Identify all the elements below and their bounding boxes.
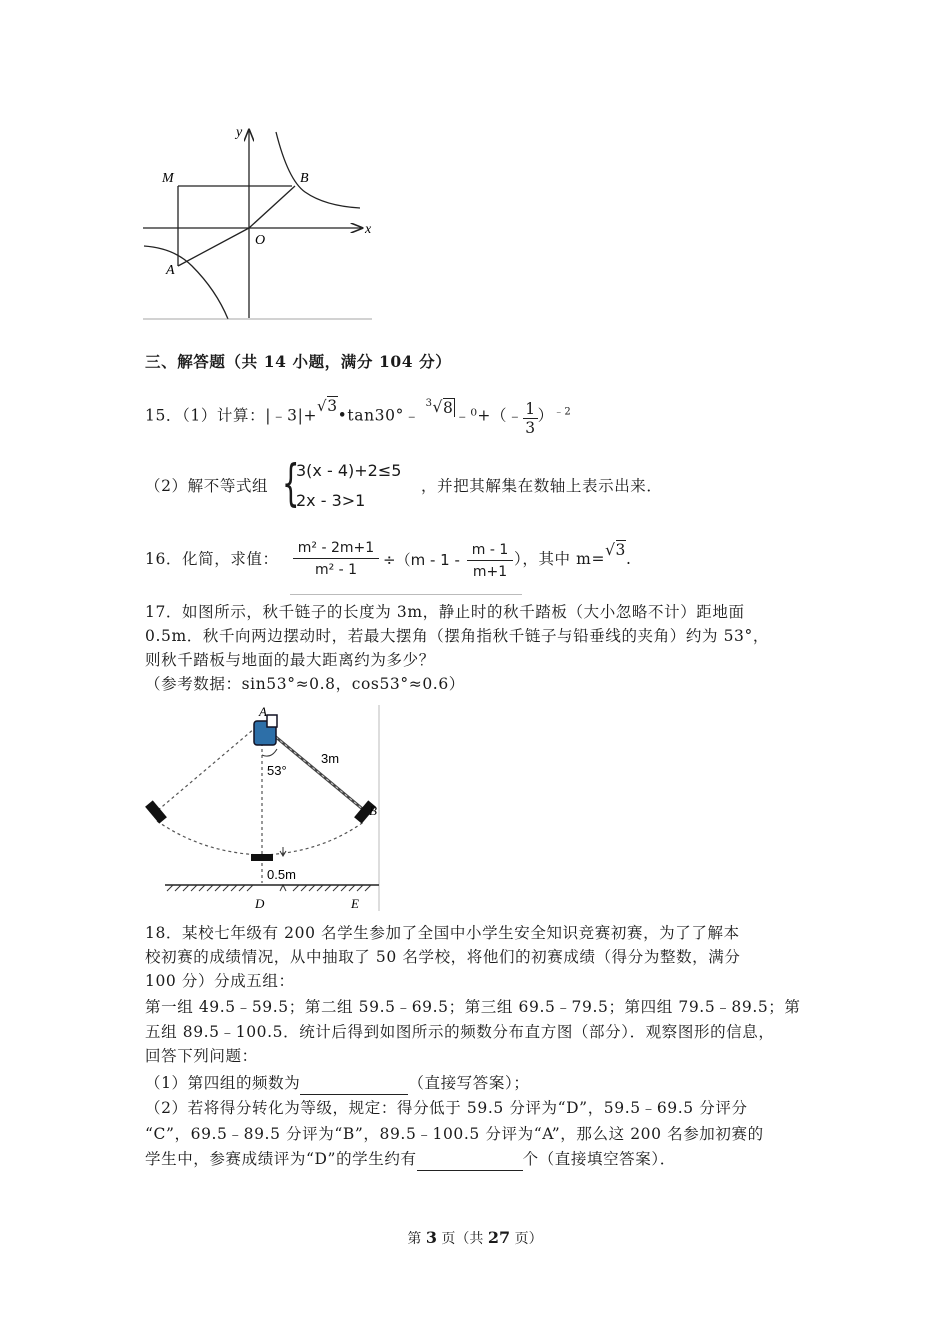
q18-line-6: 回答下列问题： bbox=[145, 1047, 258, 1065]
q18-line-5: 五组 89.5﹣100.5．统计后得到如图所示的频数分布直方图（部分）．观察图形的信息， bbox=[145, 1023, 775, 1041]
label-y: y bbox=[236, 125, 243, 140]
section-heading: 三、解答题（共 14 小题，满分 104 分） bbox=[145, 352, 452, 371]
swing-figure bbox=[143, 703, 383, 913]
swing-chain-length: 3m bbox=[321, 751, 340, 766]
seat-left bbox=[145, 800, 167, 823]
page-footer: 第 3 页（共 27 页） bbox=[407, 1228, 543, 1247]
q18-part2-line3: 学生中，参赛成绩评为“D”的学生约有 个（直接填空答案）． bbox=[145, 1147, 676, 1171]
label-B: B bbox=[300, 171, 309, 186]
swing-label-B: B bbox=[369, 803, 377, 818]
q15-part2-label: （2）解不等式组 bbox=[145, 477, 269, 495]
q18-line-3: 100 分）分成五组： bbox=[145, 972, 295, 990]
q18-part1: （1）第四组的频数为 （直接写答案）； bbox=[145, 1071, 529, 1095]
hyperbola-lower bbox=[144, 246, 228, 319]
swing-arc bbox=[157, 821, 365, 855]
swing-label-E: E bbox=[351, 896, 359, 911]
q16-fraction2: m - 1 m+1 bbox=[467, 542, 513, 580]
q18-part2-line1: （2）若将得分转化为等级，规定：得分低于 59.5 分评为“D”，59.5﹣69.5 分评分 bbox=[145, 1099, 748, 1117]
q18-line-4: 第一组 49.5﹣59.5；第二组 59.5﹣69.5；第三组 69.5﹣79.5；第四组 79.5﹣89.5；第 bbox=[145, 998, 801, 1016]
label-O: O bbox=[255, 233, 266, 248]
label-x: x bbox=[365, 222, 372, 237]
label-M: M bbox=[162, 171, 174, 186]
coordinate-figure bbox=[140, 120, 380, 325]
answer-blank-2[interactable] bbox=[417, 1152, 523, 1171]
q18-part2-line2: “C”，69.5﹣89.5 分评为“B”，89.5﹣100.5 分评为“A”，那么这 200 名参加初赛的 bbox=[145, 1125, 764, 1143]
q15-part2-suffix: ，并把其解集在数轴上表示出来． bbox=[421, 477, 663, 495]
q18-line-2: 校初赛的成绩情况，从中抽取了 50 名学校，将他们的初赛成绩（得分为整数，满分 bbox=[145, 948, 741, 966]
q16-div: ÷（m - 1 - bbox=[383, 551, 460, 569]
seat-bottom bbox=[251, 854, 273, 861]
inequality-2: 2x - 3>1 bbox=[296, 491, 366, 510]
q17-line-1: 17．如图所示，秋千链子的长度为 3m，静止时的秋千踏板（大小忽略不计）距地面 bbox=[145, 603, 745, 621]
q17-line-3: 则秋千踏板与地面的最大距离约为多少？ bbox=[145, 651, 435, 669]
q15-part1: 15．（1）计算：|﹣3|+√3•tan30°﹣ $^3$√8﹣⁰+（﹣ $\frac{1}{3}$ ）$^{﹣2}$ bbox=[145, 396, 572, 437]
q16-close: ），其中 m=√3. bbox=[514, 541, 632, 568]
page-number: 3 bbox=[425, 1228, 437, 1247]
ground-hatch bbox=[167, 885, 371, 891]
inequality-1: 3(x - 4)+2≤5 bbox=[296, 461, 402, 480]
page-total: 27 bbox=[487, 1228, 511, 1247]
q16-fraction1: m² - 2m+1 m² - 1 bbox=[293, 540, 379, 578]
q18-line-1: 18．某校七年级有 200 名学生参加了全国中小学生安全知识竞赛初赛，为了了解本 bbox=[145, 924, 740, 942]
answer-blank-1[interactable] bbox=[300, 1076, 408, 1095]
q17-line-2: 0.5m．秋千向两边摆动时，若最大摆角（摆角指秋千链子与铅垂线的夹角）约为 53°， bbox=[145, 627, 769, 645]
swing-height: 0.5m bbox=[267, 867, 296, 882]
label-A: A bbox=[166, 263, 175, 278]
q16-underline bbox=[290, 594, 522, 595]
q17-line-4: （参考数据：sin53°≈0.8，cos53°≈0.6） bbox=[145, 675, 465, 693]
swing-label-A: A bbox=[259, 704, 267, 719]
q16-prefix: 16．化简，求值： bbox=[145, 550, 279, 568]
swing-label-D: D bbox=[255, 896, 265, 911]
inequality-brace: { bbox=[282, 454, 300, 512]
swing-angle: 53° bbox=[267, 763, 287, 778]
hyperbola-upper bbox=[276, 132, 360, 208]
